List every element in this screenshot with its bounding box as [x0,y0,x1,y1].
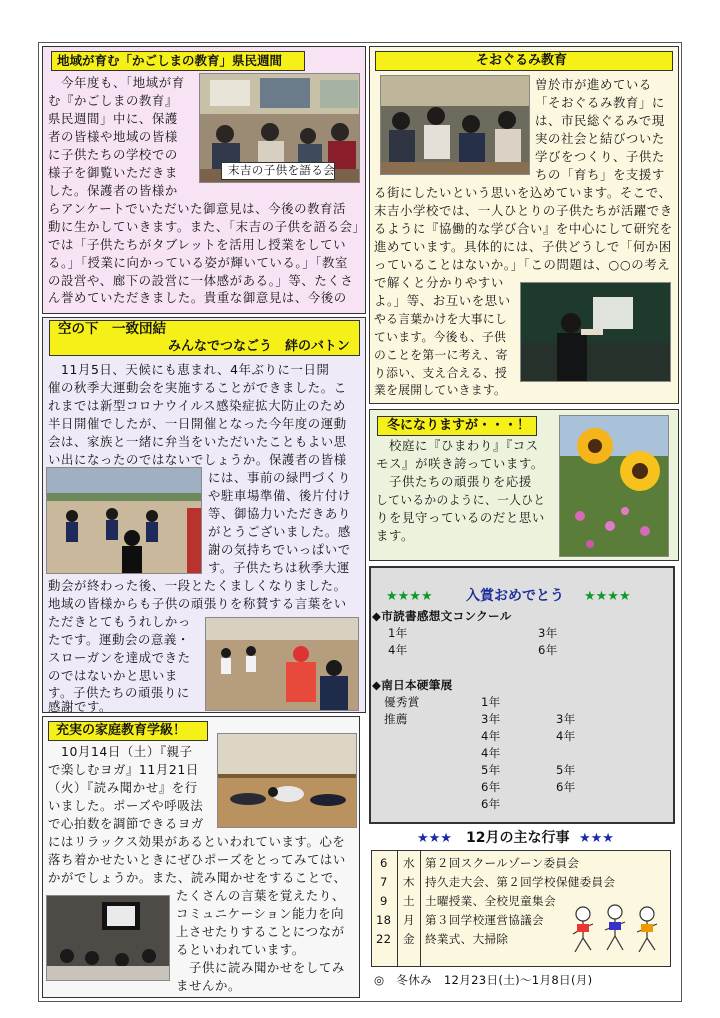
text-line: のではないかと思いま [48,668,178,683]
text-line: かがでしょうか。また、読み聞かせをすることで、 [48,870,347,885]
award-cell: 5年 [481,763,501,777]
text-line: にはリラックス効果があるといわれています。心を [48,834,346,849]
events-divider-1 [397,850,398,967]
text-line: たくさんの言葉を覚えたり、 [176,888,345,903]
text-line: す。子供たちは秋季大運 [208,560,350,575]
events-stars-left: ★★★ [417,831,452,846]
text-line: 動に生かしていきます。また、「末吉の子供を語る会」 [48,219,366,234]
text-line: では「子供たちがタブレットを活用し授業をしてい [48,237,347,252]
award-rank: 推薦 [384,712,408,726]
text-line: モス』が咲き誇っています。 [376,456,544,471]
event-weekday: 土 [403,894,415,908]
award-cell: 1年 [388,626,408,640]
text-line: ます。 [376,528,414,543]
contest-2-name: ◆南日本硬筆展 [372,678,453,692]
text-line: りを見守っているのだと思い [376,510,545,525]
text-line: る街にしたいという思いを込めています。そこで、 [374,185,672,200]
text-line: 業を展開していきます。 [374,383,507,397]
text-line: ています。今後も、子供 [374,330,507,344]
section-sports-day-title-1: 空の下 一致団結 [58,321,166,337]
text-line: は、市民総ぐるみで現 [535,113,665,128]
event-day: 7 [380,875,388,889]
section-sports-day-title-2: みんなでつなごう 絆のバトン [168,339,350,354]
award-cell: 4年 [481,729,501,743]
award-cell: 1年 [481,695,501,709]
awards-stars-left: ★★★★ [386,589,433,604]
award-rank: 優秀賞 [384,695,420,709]
section-soogurumi-title: そおぐるみ教育 [476,53,568,68]
awards-title: 入賞おめでとう [466,588,564,604]
event-weekday: 金 [403,932,415,946]
text-line: む『かごしまの教育』 [48,93,178,108]
relay-race-photo [205,617,359,711]
text-line: 様子を御覧いただきま [48,165,178,180]
text-line: るように『協働的な学び合い』を中心にして研究を [374,221,673,236]
text-line: ただきとてもうれしかっ [48,614,191,629]
text-line: ん誉めていただきました。貴重な御意見は、今後の [48,290,347,305]
text-line: や駐車場準備、後片付け [208,488,351,503]
text-line: しているかのように、一人ひと [376,493,546,507]
award-cell: 3年 [538,626,558,640]
text-line: 学びをつくり、子供た [535,149,665,164]
award-cell: 6年 [481,797,501,811]
event-weekday: 月 [403,913,415,927]
award-cell: 4年 [388,643,408,657]
text-line: っていることはないか。」「この問題は、○○の考え [374,257,671,272]
event-text: 第２回スクールゾーン委員会 [425,856,580,870]
contest-1-name: ◆市読書感想文コンクール [372,609,512,623]
text-line: のことを第一に考え、寄 [374,348,508,362]
text-line: 感謝です。 [48,699,112,714]
text-line: コミュニケーション能力を向 [176,906,345,921]
text-line: 落ち着かせたいときにぜひポーズをとってみてはい [48,852,346,867]
section-home-education-title: 充実の家庭教育学級！ [56,723,187,738]
text-line: 進めています。具体的には、子供どうしで「何か困 [374,239,672,254]
text-line: らアンケートでいただいた御意見は、今後の教育活 [48,201,347,216]
text-line: い出になったのではないでしょうか。保護者の皆様 [48,452,347,467]
text-line: 10月14日（土）『親子 [48,744,193,759]
text-line: 会は、家族と一緒に弁当をいただいたこともよい思 [48,434,347,449]
text-line: の設営や、廊下の設営に一体感がある。」等、たくさ [48,273,354,288]
award-cell: 3年 [481,712,501,726]
text-line: （火）『読み聞かせ』を行 [48,780,198,795]
text-line: がとうございました。感 [208,524,351,539]
section-winter-title: 冬になりますが・・・！ [387,418,531,433]
text-line: した。保護者の皆様か [48,183,178,198]
event-text: 第３回学校運営協議会 [425,913,544,927]
award-cell: 4年 [556,729,576,743]
text-line: には、事前の緑門づくり [208,470,351,485]
text-line: 11月5日、天候にも恵まれ、4年ぶりに一日開 [48,362,330,377]
award-cell: 3年 [556,712,576,726]
text-line: る。」「授業に向かっている姿が輝いている。」「教室 [48,255,348,270]
event-weekday: 木 [403,875,415,889]
events-divider-2 [420,850,421,967]
text-line: 今年度も、「地域が育 [48,75,185,90]
award-cell: 6年 [538,643,558,657]
teacher-at-board-photo [520,282,671,382]
text-line: で心拍数を調節できるヨガ [48,816,204,831]
text-line: 曽於市が進めている [535,77,652,92]
text-line: 動会が終わった後、一段とたくましくなりました。 [48,578,347,593]
awards-stars-right: ★★★★ [584,589,631,604]
text-line: 校庭に『ひまわり』『コス [376,438,539,453]
text-line: 上させたりすることにつなが [176,924,345,939]
events-title: 12月の主な行事 [466,830,570,846]
text-line: ませんか。 [176,978,241,993]
text-line: 者の皆様や地域の皆様 [48,129,178,144]
photo-caption-text: 末吉の子供を語る会 [228,163,336,177]
text-line: 半日開催でしたが、一日開催となった今年度の運動 [48,416,347,431]
collaborative-learning-photo [380,75,530,175]
award-cell: 6年 [556,780,576,794]
text-line: 県民週間」中に、保護 [48,111,178,126]
winter-break-note: ◎ 冬休み 12月23日(土)～1月8日(月) [374,973,593,987]
award-cell: 4年 [481,746,501,760]
text-line: で楽しむヨガ』11月21日 [48,762,199,777]
text-line: 子供たちの頑張りを応援 [376,474,532,489]
event-text: 持久走大会、第２回学校保健委員会 [425,875,616,889]
text-line: 謝の気持ちでいっぱいで [208,542,351,557]
text-line: 地域の皆様からも子供の頑張りを称賛する言葉をい [48,596,347,611]
text-line: やる言葉かけを大事にし [374,312,508,326]
children-running-illustration [565,900,665,962]
text-line: 催の秋季大運動会を実施することができました。こ [48,380,347,395]
event-text: 終業式、大掃除 [425,932,509,946]
text-line: るといわれています。 [176,942,305,957]
event-day: 6 [380,856,388,870]
events-stars-right: ★★★ [579,831,614,846]
text-line: で解くと分かりやすい [374,275,504,290]
text-line: スローガンを達成できた [48,650,191,665]
award-cell: 5年 [556,763,576,777]
text-line: 等、御協力いただきあり [208,506,351,521]
text-line: 実の社会と結びついた [535,131,665,146]
storytelling-photo [46,895,170,981]
dance-performance-photo [46,467,202,574]
event-day: 22 [376,932,392,946]
event-day: 18 [376,913,392,927]
text-line: に子供たちの学校での [48,147,178,162]
yoga-photo [217,733,357,828]
text-line: よ。」等、お互いを思い [374,293,511,308]
text-line: たです。運動会の意義・ [48,632,190,647]
text-line: 「そおぐるみ教育」に [535,95,665,110]
text-line: 末吉小学校では、一人ひとりの子供たちが活躍でき [374,203,673,218]
text-line: ちの「育ち」を支援す [535,167,665,182]
section-kenmin-title: 地域が育む「かごしまの教育」県民週間 [57,53,283,68]
text-line: り添い、支え合える、授 [374,366,508,380]
text-line: いました。ポーズや呼吸法 [48,798,204,813]
sunflower-cosmos-photo [559,415,669,557]
event-day: 9 [380,894,388,908]
text-line: れまでは新型コロナウイルス感染症拡大防止のため [48,398,347,413]
award-cell: 6年 [481,780,501,794]
event-text: 土曜授業、全校児童集会 [425,894,556,908]
event-weekday: 水 [403,856,415,870]
text-line: す。子供たちの頑張りに [48,685,190,700]
text-line: 子供に読み聞かせをしてみ [176,960,345,975]
